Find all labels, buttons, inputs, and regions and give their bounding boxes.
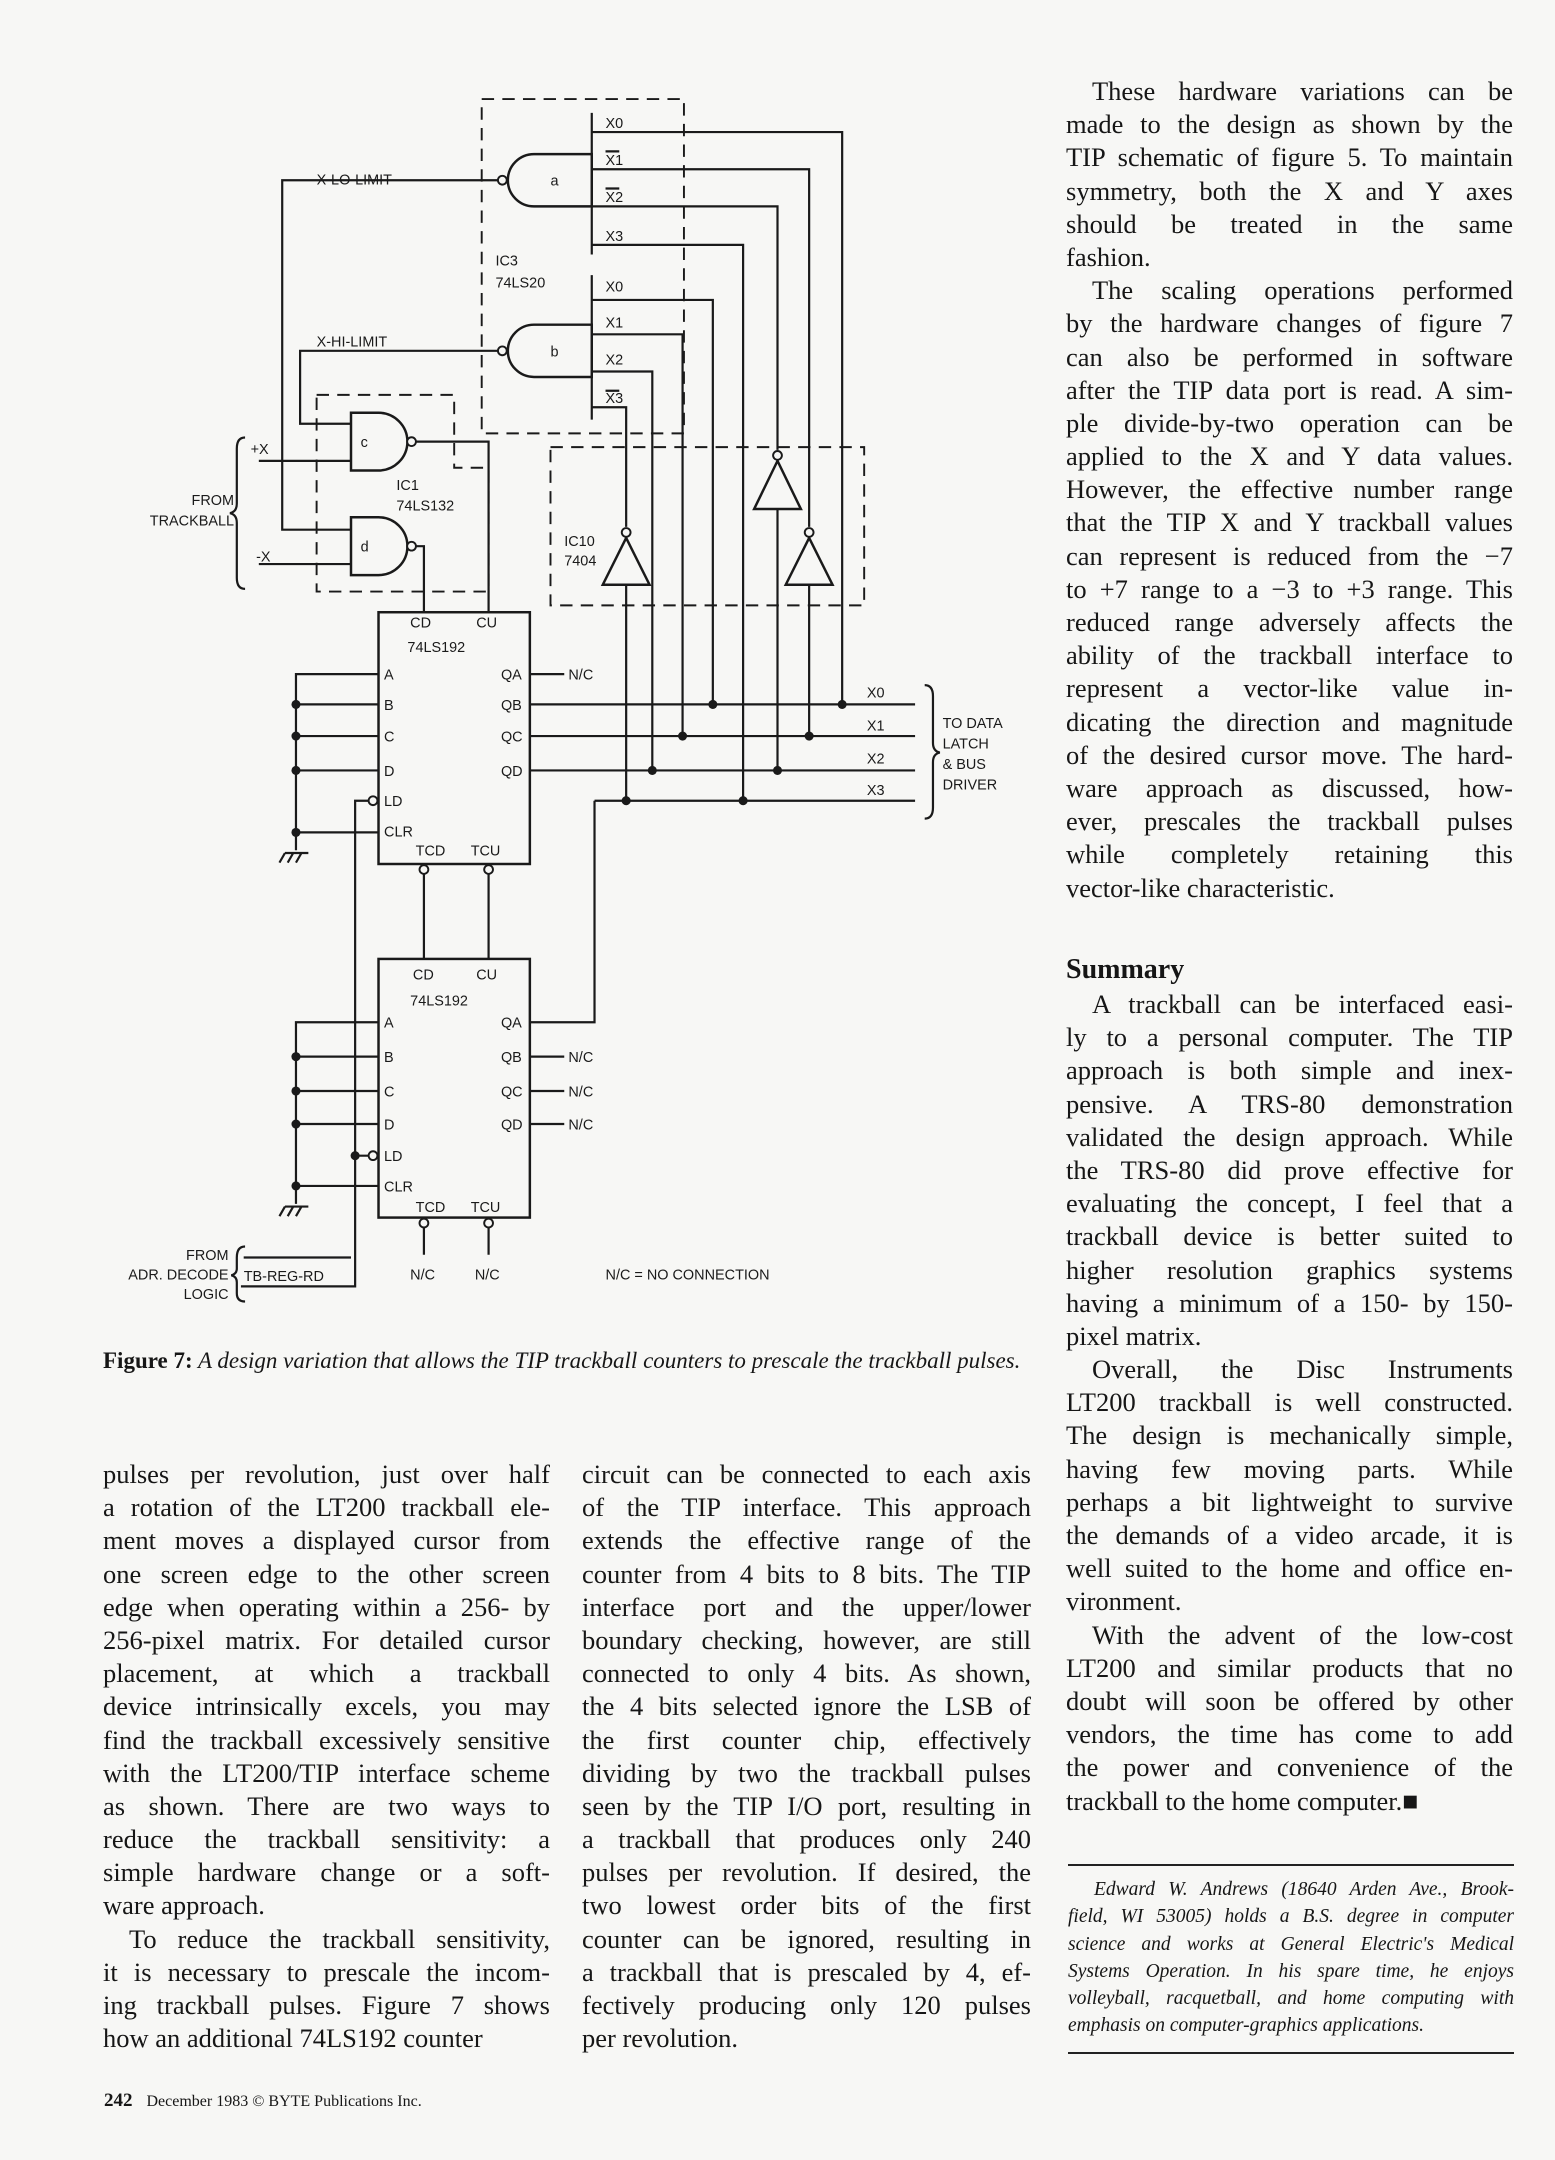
text-line: extends the effective range of the xyxy=(582,1525,1031,1556)
svg-text:X3: X3 xyxy=(605,228,624,245)
text-line: a trackball that is prescaled by 4, ef- xyxy=(582,1956,1031,1987)
svg-text:QA: QA xyxy=(500,1015,522,1032)
svg-text:DRIVER: DRIVER xyxy=(942,777,998,794)
text-line: can also be performed in software xyxy=(1066,341,1513,372)
svg-text:IC3: IC3 xyxy=(495,253,518,270)
svg-text:LD: LD xyxy=(384,1149,403,1166)
svg-text:N/C: N/C xyxy=(568,1117,594,1134)
nand-gate-c xyxy=(351,413,407,471)
text-line: evaluating the concept, I feel that a xyxy=(1066,1188,1513,1219)
text-line: to +7 range to a −3 to +3 range. This xyxy=(1066,573,1513,604)
svg-text:C: C xyxy=(384,1084,395,1101)
svg-text:LATCH: LATCH xyxy=(942,736,989,753)
caption-label: Figure 7: xyxy=(103,1348,193,1373)
text-line: TIP schematic of figure 5. To maintain xyxy=(1066,142,1513,173)
text-line: These hardware variations can be xyxy=(1092,76,1513,106)
text-line: ple divide-by-two operation can be xyxy=(1066,407,1513,438)
text-line: that the TIP X and Y trackball values xyxy=(1066,507,1513,538)
svg-text:TCD: TCD xyxy=(415,1200,446,1217)
text-line: dicating the direction and magnitude xyxy=(1066,706,1513,737)
svg-text:FROM: FROM xyxy=(186,1248,229,1265)
svg-text:+X: +X xyxy=(250,442,269,459)
text-line: should be treated in the same xyxy=(1066,208,1513,239)
bio-line: Edward W. Andrews (18640 Arden Ave., Brook- xyxy=(1094,1879,1514,1900)
text-line: the 4 bits selected ignore the LSB of xyxy=(582,1691,1031,1722)
text-line: reduced range adversely affects the xyxy=(1066,607,1513,637)
svg-text:TCU: TCU xyxy=(470,1200,501,1217)
svg-text:CD: CD xyxy=(412,967,434,984)
text-line: vector-like characteristic. xyxy=(1066,872,1335,903)
svg-text:X-LO-LIMIT: X-LO-LIMIT xyxy=(316,172,393,189)
text-line: of the TIP interface. This approach xyxy=(582,1492,1031,1523)
text-line: doubt will soon be offered by other xyxy=(1066,1685,1513,1716)
svg-text:TO DATA: TO DATA xyxy=(942,715,1003,732)
svg-text:QB: QB xyxy=(500,697,522,714)
inverter-1-bubble xyxy=(622,528,631,537)
inverter-3 xyxy=(786,538,833,585)
text-line: pensive. A TRS-80 demonstration xyxy=(1066,1088,1513,1119)
svg-text:QA: QA xyxy=(500,667,522,684)
text-line: how an additional 74LS192 counter xyxy=(103,2023,483,2054)
text-line: seen by the TIP I/O port, resulting in xyxy=(582,1790,1031,1821)
gate-a-bubble xyxy=(498,176,507,185)
inverter-3-bubble xyxy=(805,528,814,537)
svg-text:N/C = NO CONNECTION: N/C = NO CONNECTION xyxy=(605,1267,770,1284)
svg-text:X2: X2 xyxy=(866,751,885,768)
svg-text:CU: CU xyxy=(476,967,498,984)
text-line: pixel matrix. xyxy=(1066,1320,1202,1351)
text-line: simple hardware change or a soft- xyxy=(103,1857,550,1888)
svg-text:FROM: FROM xyxy=(191,492,235,509)
svg-text:74LS192: 74LS192 xyxy=(410,993,468,1010)
text-line: A trackball can be interfaced easi- xyxy=(1092,989,1513,1019)
bio-line: Systems Operation. In his spare time, he enjoys xyxy=(1068,1960,1514,1982)
svg-text:b: b xyxy=(550,344,559,361)
svg-text:d: d xyxy=(360,539,369,556)
text-line: validated the design approach. While xyxy=(1066,1121,1513,1152)
text-line: trackball to the home computer.■ xyxy=(1066,1785,1419,1816)
svg-text:CLR: CLR xyxy=(384,1179,413,1196)
text-line: the TRS-80 did prove effective for xyxy=(1066,1154,1513,1185)
bio-line: science and works at General Electric's Medical xyxy=(1068,1933,1514,1955)
text-line: one screen edge to the other screen xyxy=(103,1558,550,1589)
svg-text:-X: -X xyxy=(256,549,271,566)
svg-text:LOGIC: LOGIC xyxy=(183,1286,229,1303)
svg-text:74LS132: 74LS132 xyxy=(396,498,455,515)
text-line: with the LT200/TIP interface scheme xyxy=(103,1757,550,1788)
text-line: fashion. xyxy=(1066,241,1151,272)
bio-line: field, WI 53005) holds a B.S. degree in computer xyxy=(1068,1906,1514,1928)
svg-text:X2: X2 xyxy=(605,352,624,369)
svg-text:ADR. DECODE: ADR. DECODE xyxy=(128,1267,229,1284)
svg-text:N/C: N/C xyxy=(568,1084,594,1101)
svg-text:X0: X0 xyxy=(605,279,624,296)
text-line: made to the design as shown by the xyxy=(1066,109,1513,140)
svg-text:X1: X1 xyxy=(605,153,624,170)
text-line: by the hardware changes of figure 7 xyxy=(1066,308,1513,339)
text-line: Overall, the Disc Instruments xyxy=(1092,1354,1513,1385)
text-line: a trackball that produces only 240 xyxy=(582,1824,1031,1855)
bio-line: emphasis on computer-graphics applications. xyxy=(1068,2015,1424,2037)
svg-text:X3: X3 xyxy=(605,391,624,408)
text-line: perhaps a bit lightweight to survive xyxy=(1066,1486,1513,1517)
text-line: as shown. There are two ways to xyxy=(103,1790,550,1821)
text-line: the power and convenience of the xyxy=(1066,1752,1513,1783)
text-line: ware approach as discussed, how- xyxy=(1066,772,1513,803)
svg-text:TCU: TCU xyxy=(470,843,501,860)
svg-text:QD: QD xyxy=(500,1117,523,1134)
text-line: pulses per revolution. If desired, the xyxy=(582,1857,1031,1888)
svg-text:X2: X2 xyxy=(605,190,624,207)
text-line: of the desired cursor move. The hard- xyxy=(1066,739,1513,770)
svg-text:D: D xyxy=(384,763,395,780)
text-line: two lowest order bits of the first xyxy=(582,1890,1031,1921)
gate-b-bubble xyxy=(498,346,507,355)
column-1 xyxy=(103,1458,550,2055)
inverter-2 xyxy=(754,461,801,509)
svg-text:CLR: CLR xyxy=(384,824,413,841)
text-line: ing trackball pulses. Figure 7 shows xyxy=(103,1990,550,2020)
text-line: it is necessary to prescale the incom- xyxy=(103,1956,550,1987)
text-line: having a minimum of a 150- by 150- xyxy=(1066,1287,1513,1318)
svg-text:& BUS: & BUS xyxy=(942,757,986,774)
text-line: the first counter chip, effectively xyxy=(582,1724,1031,1755)
svg-text:74LS20: 74LS20 xyxy=(495,275,546,292)
schematic-labels xyxy=(128,116,1003,1303)
text-line: LT200 and similar products that no xyxy=(1066,1652,1513,1683)
svg-text:N/C: N/C xyxy=(568,1050,594,1067)
footer-text: December 1983 © BYTE Publications Inc. xyxy=(146,2093,422,2110)
svg-text:D: D xyxy=(384,1117,395,1134)
text-line: higher resolution graphics systems xyxy=(1066,1254,1513,1285)
text-line: applied to the X and Y data values. xyxy=(1066,441,1513,472)
author-bio xyxy=(1068,1864,1514,2054)
svg-text:QD: QD xyxy=(500,763,523,780)
gate-c-bubble xyxy=(407,437,416,446)
svg-text:QB: QB xyxy=(500,1050,522,1067)
text-line: placement, at which a trackball xyxy=(103,1658,550,1689)
gate-d-bubble xyxy=(407,542,416,551)
text-line: circuit can be connected to each axis xyxy=(582,1459,1031,1489)
svg-text:a: a xyxy=(550,173,559,190)
svg-text:C: C xyxy=(384,729,395,746)
text-line: approach is both simple and inex- xyxy=(1066,1055,1513,1086)
svg-text:CU: CU xyxy=(476,615,498,632)
svg-text:A: A xyxy=(384,1015,394,1032)
svg-text:X0: X0 xyxy=(605,115,624,132)
column-2 xyxy=(582,1458,1031,2055)
right-column-top xyxy=(1066,75,1513,905)
figure-caption xyxy=(103,1346,1031,1376)
text-line: counter can be ignored, resulting in xyxy=(582,1923,1031,1954)
text-line: With the advent of the low-cost xyxy=(1092,1619,1513,1650)
inverter-2-bubble xyxy=(773,451,782,460)
bio-line: volleyball, racquetball, and home computing with xyxy=(1068,1988,1514,2010)
caption-text: A design variation that allows the TIP trackball counters to prescale the trackball pulses. xyxy=(192,1348,1021,1373)
svg-text:TB-REG-RD: TB-REG-RD xyxy=(243,1268,324,1285)
svg-text:A: A xyxy=(384,667,394,684)
svg-text:7404: 7404 xyxy=(564,553,597,570)
text-line: To reduce the trackball sensitivity, xyxy=(129,1923,550,1954)
text-line: The scaling operations performed xyxy=(1092,275,1513,306)
text-line: fectively producing only 120 pulses xyxy=(582,1990,1031,2020)
text-line: while completely retaining this xyxy=(1066,839,1513,870)
text-line: symmetry, both the X and Y axes xyxy=(1066,175,1513,206)
text-line: having few moving parts. While xyxy=(1066,1453,1513,1484)
text-line: trackball device is better suited to xyxy=(1066,1221,1513,1252)
svg-text:QC: QC xyxy=(500,1084,523,1101)
text-line: ly to a personal computer. The TIP xyxy=(1066,1022,1513,1053)
text-line: device intrinsically excels, you may xyxy=(103,1691,550,1722)
svg-text:B: B xyxy=(384,697,394,714)
svg-text:N/C: N/C xyxy=(474,1267,500,1284)
text-line: However, the effective number range xyxy=(1066,474,1513,505)
svg-text:QC: QC xyxy=(500,729,523,746)
text-line: the demands of a video arcade, it is xyxy=(1066,1520,1513,1550)
text-line: vendors, the time has come to add xyxy=(1066,1719,1513,1750)
text-line: a rotation of the LT200 trackball ele- xyxy=(103,1492,550,1523)
text-line: ment moves a displayed cursor from xyxy=(103,1525,550,1556)
svg-text:X3: X3 xyxy=(866,783,885,800)
right-column-summary xyxy=(1066,988,1513,1818)
text-line: interface port and the upper/lower xyxy=(582,1591,1031,1622)
text-line: LT200 trackball is well constructed. xyxy=(1066,1387,1513,1418)
svg-text:X1: X1 xyxy=(605,315,624,332)
text-line: well suited to the home and office en- xyxy=(1066,1553,1513,1584)
svg-text:X-HI-LIMIT: X-HI-LIMIT xyxy=(316,334,388,351)
svg-text:N/C: N/C xyxy=(410,1267,436,1284)
svg-text:TRACKBALL: TRACKBALL xyxy=(149,513,235,530)
text-line: edge when operating within a 256- by xyxy=(103,1591,550,1622)
text-line: ability of the trackball interface to xyxy=(1066,640,1513,671)
svg-text:c: c xyxy=(360,435,368,452)
svg-text:CD: CD xyxy=(410,615,432,632)
inverter-1 xyxy=(603,538,650,585)
svg-text:IC1: IC1 xyxy=(396,477,419,494)
text-line: can represent is reduced from the −7 xyxy=(1066,540,1513,571)
text-line: counter from 4 bits to 8 bits. The TIP xyxy=(582,1558,1031,1589)
page-footer xyxy=(104,2090,422,2112)
text-line: dividing by two the trackball pulses xyxy=(582,1757,1031,1788)
nand-gate-d xyxy=(351,517,407,575)
svg-text:B: B xyxy=(384,1050,394,1067)
page-number: 242 xyxy=(104,2090,133,2111)
text-line: The design is mechanically simple, xyxy=(1066,1420,1513,1451)
svg-text:LD: LD xyxy=(384,794,403,811)
svg-text:74LS192: 74LS192 xyxy=(407,640,466,657)
text-line: pulses per revolution, just over half xyxy=(103,1459,550,1489)
text-line: boundary checking, however, are still xyxy=(582,1624,1031,1655)
text-line: after the TIP data port is read. A sim- xyxy=(1066,374,1513,405)
svg-text:N/C: N/C xyxy=(568,667,594,684)
text-line: represent a vector-like value in- xyxy=(1066,673,1513,704)
svg-text:TCD: TCD xyxy=(415,843,446,860)
text-line: find the trackball excessively sensitive xyxy=(103,1724,550,1755)
text-line: vironment. xyxy=(1066,1586,1182,1617)
text-line: 256-pixel matrix. For detailed cursor xyxy=(103,1624,550,1655)
text-line: reduce the trackball sensitivity: a xyxy=(103,1824,550,1855)
text-line: ever, prescales the trackball pulses xyxy=(1066,806,1513,837)
text-line: ware approach. xyxy=(103,1890,265,1921)
svg-text:X0: X0 xyxy=(866,685,885,702)
text-line: connected to only 4 bits. As shown, xyxy=(582,1658,1031,1689)
svg-text:IC10: IC10 xyxy=(564,534,595,551)
svg-text:X1: X1 xyxy=(866,718,885,735)
summary-heading: Summary xyxy=(1066,954,1185,985)
text-line: per revolution. xyxy=(582,2023,739,2054)
